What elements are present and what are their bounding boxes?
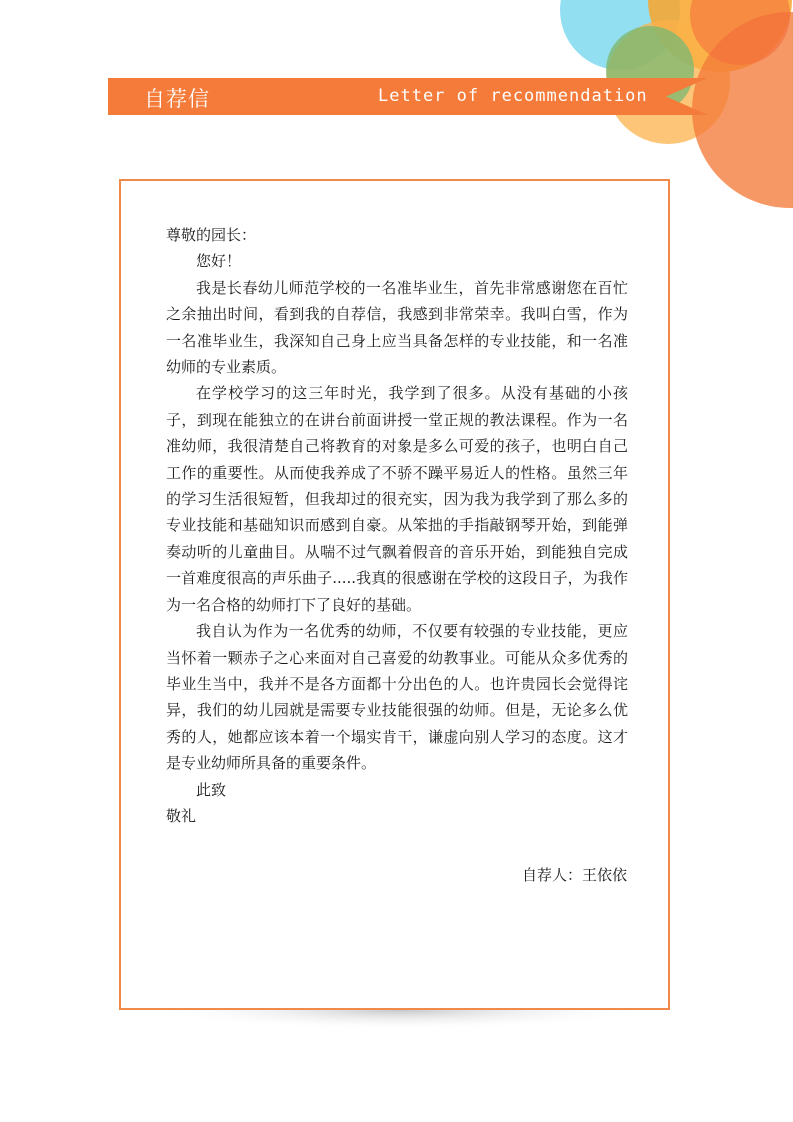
paragraph-3: 我自认为作为一名优秀的幼师，不仅要有较强的专业技能，更应当怀着一颗赤子之心来面对自己喜爱的幼教事业。可能从众多优秀的毕业生当中，我并不是各方面都十分出色的人。也许贵园长会觉得诧异，我们的幼儿园就是需要专业技能很强的幼师。但是，无论多么优秀的人，她都应该本着一个塌实肯干，谦虚向别人学习的态度。这才是专业幼师所具备的重要条件。 xyxy=(166,622,628,773)
closing-line-2: 敬礼 xyxy=(166,806,197,825)
paragraph-2: 在学校学习的这三年时光，我学到了很多。从没有基础的小孩子，到现在能独立的在讲台前面讲授一堂正规的教法课程。作为一名准幼师，我很清楚自己将教育的对象是多么可爱的孩子，也明白自己工作的重要性。从而使我养成了不骄不躁平易近人的性格。虽然三年的学习生活很短暂，但我却过的很充实，因为我为我学到了那么多的专业技能和基础知识而感到自豪。从笨拙的手指敲钢琴开始，到能弹奏动听的儿童曲目。从喘不过气飘着假音的音乐开始，到能独自完成一首难度很高的声乐曲子.....我真的很感谢在学校的这段日子，为我作为一名合格的幼师打下了良好的基础。 xyxy=(166,384,628,614)
page-title: 自荐信 xyxy=(144,87,210,111)
page-subtitle: Letter of recommendation xyxy=(378,86,648,106)
header-banner xyxy=(108,78,708,115)
signature: 自荐人：王依依 xyxy=(521,866,627,884)
frame-shadow xyxy=(150,1008,650,1040)
paragraph-1: 我是长春幼儿师范学校的一名准毕业生，首先非常感谢您在百忙之余抽出时间，看到我的自荐信，我感到非常荣幸。我叫白雪，作为一名准毕业生，我深知自己身上应当具备怎样的专业技能，和一名准幼师的专业素质。 xyxy=(166,278,628,377)
letter-body xyxy=(166,222,628,829)
closing-line-1: 此致 xyxy=(196,780,227,799)
salutation: 尊敬的园长： xyxy=(166,226,257,244)
greeting: 您好！ xyxy=(196,252,242,271)
